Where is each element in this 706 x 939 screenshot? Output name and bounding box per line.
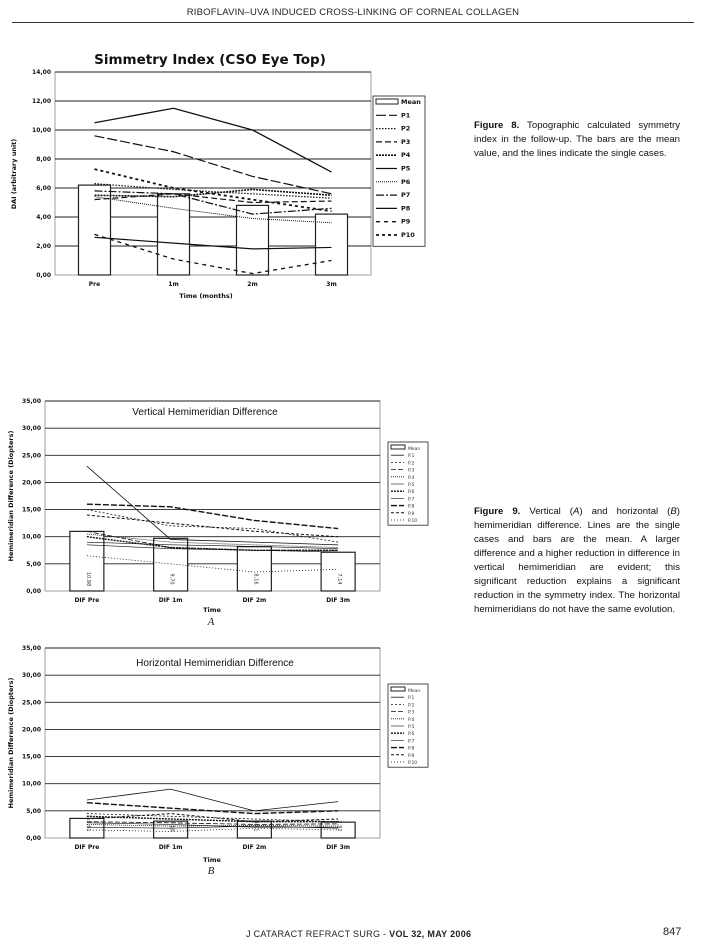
series-line [87, 510, 338, 543]
y-axis-label: Hemimeridian Difference (Diopters) [7, 677, 15, 809]
x-tick-label: DIF 3m [326, 844, 351, 851]
series-line [87, 803, 338, 814]
y-axis-ticks [22, 645, 380, 842]
bar-value-label: 2,92 [336, 820, 343, 832]
figure-9b-chart [0, 640, 460, 880]
legend-entry-label: P.1 [408, 696, 415, 702]
chart-title: Vertical Hemimeridian Difference [132, 407, 278, 418]
legend-entry-label: Mean [408, 447, 421, 452]
bar-value-label: 8,16 [252, 573, 259, 585]
series-line [87, 515, 338, 537]
panel-letter: B [207, 865, 215, 877]
y-tick-label: 10,00 [22, 533, 41, 541]
caption-text-3: ) hemimeridian difference. Lines are the single cases and bars are the mean. A larger difference and a higher reduction in difference in vertical hemimeridian are evident; this significant reduction explains a significant reduction in the symmetry index. The horizontal hemimeridians do not have the same evolution. [474, 506, 680, 615]
series-line [95, 169, 332, 211]
bar-value-label: 3,11 [252, 820, 259, 832]
running-head: RIBOFLAVIN–UVA INDUCED CROSS-LINKING OF CORNEAL COLLAGEN [186, 7, 520, 18]
x-axis-label: Time [203, 606, 221, 614]
series-line [87, 823, 338, 827]
legend-swatch-mean [391, 445, 405, 449]
legend-entry-label: P7 [401, 191, 411, 200]
series-lines [95, 108, 332, 273]
legend-entry-label: P.2 [408, 703, 415, 709]
legend-entry-label: P.7 [408, 497, 415, 503]
footer-journal-issue: VOL 32, MAY 2006 [389, 929, 472, 939]
panel-letter: A [207, 616, 215, 628]
figure-8-chart [0, 40, 460, 320]
y-tick-label: 2,00 [36, 243, 51, 250]
series-line [95, 197, 332, 223]
legend-entry-label: P.5 [408, 725, 415, 730]
legend [388, 684, 428, 767]
legend-entry-label: P1 [401, 111, 411, 120]
x-tick-label: DIF 2m [242, 597, 267, 604]
x-axis-label: Time [203, 856, 221, 864]
y-tick-label: 8,00 [36, 156, 51, 163]
legend-entry-label: P.3 [408, 468, 415, 474]
legend-entry-label: P6 [401, 177, 411, 186]
mean-bar [321, 552, 355, 591]
chart-title: Horizontal Hemimeridian Difference [136, 658, 294, 669]
y-tick-label: 20,00 [22, 479, 41, 487]
legend-entry-label: P5 [401, 164, 411, 173]
y-tick-label: 0,00 [26, 588, 41, 595]
legend-entry-label: P.6 [408, 490, 415, 496]
series-line [87, 816, 338, 821]
y-tick-label: 0,00 [36, 272, 51, 279]
legend-entry-label: P.6 [408, 732, 415, 738]
y-tick-label: 10,00 [32, 127, 51, 134]
bar-value-label: 3,61 [84, 820, 91, 832]
caption-text-2: ) and horizontal ( [579, 506, 671, 517]
x-axis-ticks [74, 844, 350, 851]
series-line [87, 504, 338, 528]
bar-value-label: 3,10 [168, 820, 175, 832]
legend-entry-label: P9 [401, 217, 411, 226]
chart-title: Simmetry Index (CSO Eye Top) [94, 52, 326, 68]
legend-entry-label: P.10 [408, 519, 418, 524]
series-line [95, 237, 332, 249]
mean-bar [237, 205, 269, 275]
y-tick-label: 35,00 [22, 398, 41, 405]
y-tick-label: 5,00 [26, 807, 41, 815]
legend-entry-label: P.5 [408, 483, 415, 488]
legend-entry-label: P.7 [408, 739, 415, 745]
x-tick-label: 1m [168, 281, 179, 288]
header-rule [12, 22, 694, 23]
bar-labels [85, 572, 342, 586]
y-tick-label: 6,00 [36, 185, 51, 192]
legend-entry-label: P.2 [408, 461, 415, 467]
y-tick-label: 15,00 [22, 753, 41, 761]
legend-entry-label: P8 [401, 204, 411, 213]
legend-entry-label: Mean [408, 689, 421, 694]
legend [388, 442, 428, 525]
bars [70, 531, 355, 591]
x-tick-label: DIF Pre [74, 844, 100, 851]
legend-entry-label: P.9 [408, 753, 415, 759]
series-line [95, 184, 332, 199]
legend-entry-label: P.4 [408, 717, 415, 723]
legend-entry-label: P.8 [408, 746, 415, 752]
y-tick-label: 25,00 [22, 699, 41, 707]
legend-entry-label: P3 [401, 137, 411, 146]
caption-panel-a: A [572, 506, 580, 517]
bar-value-label: 10,98 [84, 571, 91, 587]
x-axis-ticks [89, 281, 337, 288]
legend-entry-label: P.3 [408, 710, 415, 716]
figure-9-caption [474, 505, 680, 617]
x-tick-label: DIF 2m [242, 844, 267, 851]
y-tick-label: 5,00 [26, 560, 41, 568]
footer-journal [246, 929, 471, 939]
series-lines [84, 789, 338, 832]
y-tick-label: 35,00 [22, 645, 41, 652]
y-tick-label: 30,00 [22, 672, 41, 680]
y-tick-label: 14,00 [32, 69, 51, 76]
legend-entry-label: P2 [401, 124, 411, 133]
legend-swatch-mean [391, 687, 405, 691]
legend [373, 96, 425, 246]
y-tick-label: 15,00 [22, 506, 41, 514]
y-tick-label: 0,00 [26, 835, 41, 842]
legend-entry-label: P.1 [408, 454, 415, 460]
mean-bar [158, 194, 190, 275]
bar-value-label: 7,14 [336, 573, 343, 585]
y-tick-label: 12,00 [32, 98, 51, 105]
bar-value-label: 9,70 [168, 573, 175, 585]
series-line [95, 136, 332, 194]
caption-panel-b: B [670, 506, 677, 517]
page-number: 847 [663, 926, 682, 938]
y-tick-label: 30,00 [22, 425, 41, 433]
legend-entry-label: P.4 [408, 475, 415, 481]
caption-text: Topographic calculated symmetry index in the follow-up. The bars are the mean value, and the lines indicate the single cases. [474, 120, 680, 159]
series-line [87, 828, 338, 831]
x-tick-label: DIF Pre [74, 597, 100, 604]
y-tick-label: 10,00 [22, 780, 41, 788]
x-tick-label: Pre [88, 281, 101, 288]
x-axis-ticks [74, 597, 350, 604]
legend-entry-label: P.9 [408, 511, 415, 517]
legend-entry-label: P4 [401, 151, 411, 160]
legend-entry-label: P10 [401, 231, 415, 239]
figure-8-caption [474, 119, 680, 161]
mean-bar [316, 214, 348, 275]
footer-journal-prefix: J CATARACT REFRACT SURG - [246, 929, 390, 939]
caption-label: Figure 8. [474, 120, 520, 131]
caption-text-1: Vertical ( [520, 506, 573, 517]
series-line [95, 194, 332, 203]
series-line [95, 108, 332, 172]
legend-entry-label: P.10 [408, 761, 418, 766]
x-tick-label: DIF 1m [158, 844, 183, 851]
y-tick-label: 4,00 [36, 214, 51, 221]
x-tick-label: DIF 1m [158, 597, 183, 604]
y-axis-label: Hemimeridian Difference (Diopters) [7, 430, 15, 562]
legend-entry-label: P.8 [408, 504, 415, 510]
x-tick-label: 2m [247, 281, 258, 288]
y-axis-label: DAI (arbitrary unit) [10, 138, 18, 210]
figure-9a-chart [0, 392, 460, 637]
x-tick-label: DIF 3m [326, 597, 351, 604]
x-tick-label: 3m [326, 281, 337, 288]
x-axis-label: Time (months) [179, 292, 233, 300]
legend-box [373, 96, 425, 246]
plot-area [45, 648, 380, 838]
legend-swatch-mean [376, 99, 398, 104]
y-tick-label: 25,00 [22, 452, 41, 460]
legend-entry-label: Mean [401, 98, 421, 106]
series-line [87, 789, 338, 811]
caption-label: Figure 9. [474, 506, 521, 517]
y-tick-label: 20,00 [22, 726, 41, 734]
